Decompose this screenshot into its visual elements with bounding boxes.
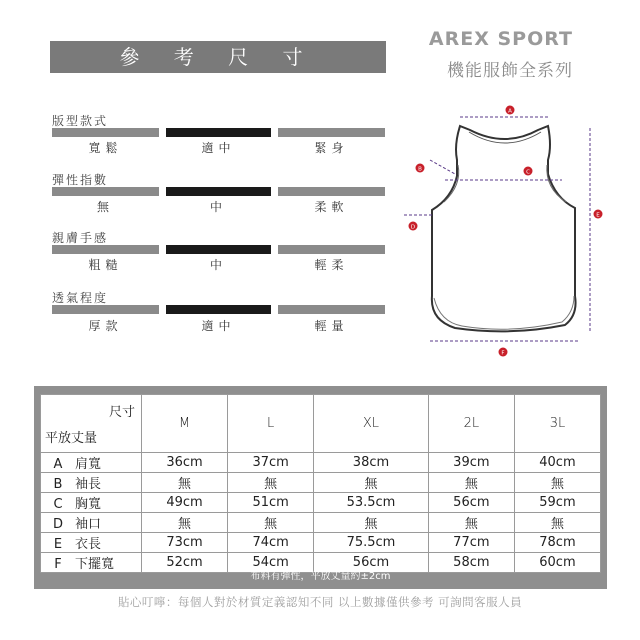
size-header-2l: 2L [428,395,514,453]
size-header-xl: XL [314,395,429,453]
attr-bar-elasticity-3 [278,187,385,196]
table-cell: 無 [228,513,314,533]
table-cell: 無 [142,473,228,493]
row-code: F [54,557,62,572]
page-title-banner: 參 考 尺 寸 [50,41,386,73]
table-cell: 52cm [142,553,228,573]
row-code: B [53,477,63,492]
corner-size-label: 尺寸 [108,405,135,420]
attr-title-fit: 版型款式 [52,114,109,128]
marker-e-label: E [596,212,600,219]
table-cell: 49cm [142,493,228,513]
row-name: 袖口 [75,517,102,532]
size-header-l: L [228,395,314,453]
attr-option: 輕量 [314,319,349,333]
row-code: D [52,517,63,532]
attr-bar-breathability-1 [52,305,159,314]
attr-title-breathability: 透氣程度 [52,291,109,305]
marker-c-label: C [526,169,530,176]
table-row [41,493,601,513]
corner-cell [41,395,142,453]
table-cell: 無 [314,473,429,493]
table-cell: 無 [514,473,600,493]
size-header-m: M [142,395,228,453]
table-cell: 60cm [514,553,600,573]
size-header-3l: 3L [514,395,600,453]
table-note: 布料有彈性，平放丈量約±2cm [250,571,391,582]
attr-option: 輕柔 [314,258,349,272]
row-name: 袖長 [75,477,102,492]
table-cell: 74cm [228,533,314,553]
attr-title-elasticity: 彈性指數 [52,173,109,187]
size-table [40,394,601,573]
corner-measure-label: 平放丈量 [45,431,98,446]
table-cell: 36cm [142,453,228,473]
attr-bar-elasticity-2-selected [166,187,271,196]
row-code: A [53,457,63,472]
row-label [41,493,142,513]
table-cell: 75.5cm [314,533,429,553]
marker-b-label: B [418,166,422,173]
table-cell: 無 [142,513,228,533]
table-cell: 78cm [514,533,600,553]
attr-bar-fit-3 [278,128,385,137]
tank-top-diagram [400,98,620,368]
attr-option: 粗糙 [88,258,123,272]
table-cell: 56cm [428,493,514,513]
attr-title-touch: 親膚手感 [52,231,109,245]
row-label [41,473,142,493]
table-cell: 無 [228,473,314,493]
attr-bar-fit-2-selected [166,128,271,137]
size-table-header-row [41,395,601,453]
row-label [41,533,142,553]
row-label [41,453,142,473]
attr-option: 適中 [201,319,236,333]
table-cell: 39cm [428,453,514,473]
table-cell: 37cm [228,453,314,473]
dim-line-b [430,160,455,174]
table-cell: 40cm [514,453,600,473]
attr-option: 中 [209,258,227,272]
table-cell: 無 [428,513,514,533]
attr-option: 緊身 [314,141,349,155]
table-cell: 無 [514,513,600,533]
attr-option: 無 [96,200,114,214]
attr-option: 中 [209,200,227,214]
table-cell: 無 [314,513,429,533]
attr-bar-breathability-2-selected [166,305,271,314]
table-row [41,533,601,553]
brand-logo-text: AREX SPORT [428,28,573,50]
table-cell: 56cm [314,553,429,573]
table-cell: 73cm [142,533,228,553]
table-row [41,513,601,533]
table-cell: 53.5cm [314,493,429,513]
row-name: 肩寬 [75,457,102,472]
row-code: C [53,497,63,512]
footer-disclaimer: 貼心叮嚀：每個人對於材質定義認知不同 以上數據僅供參考 可詢問客服人員 [117,595,523,609]
attr-bar-touch-1 [52,245,159,254]
row-code: E [53,537,63,552]
table-row [41,453,601,473]
marker-d-label: D [410,224,416,231]
attr-bar-elasticity-1 [52,187,159,196]
table-cell: 51cm [228,493,314,513]
tank-top-outline [432,126,576,331]
table-cell: 54cm [228,553,314,573]
attr-option: 適中 [201,141,236,155]
marker-a-label: A [508,108,512,115]
attr-bar-touch-3 [278,245,385,254]
table-cell: 58cm [428,553,514,573]
row-label [41,513,142,533]
table-cell: 38cm [314,453,429,473]
series-subtitle: 機能服飾全系列 [447,61,573,81]
table-cell: 77cm [428,533,514,553]
row-name: 胸寬 [75,497,102,512]
attr-option: 厚款 [88,319,123,333]
row-name: 下擺寬 [75,557,115,572]
attr-option: 寬鬆 [88,141,123,155]
table-cell: 無 [428,473,514,493]
attr-bar-fit-1 [52,128,159,137]
table-row [41,473,601,493]
table-cell: 59cm [514,493,600,513]
attr-option: 柔軟 [314,200,349,214]
attr-bar-touch-2-selected [166,245,271,254]
attr-bar-breathability-3 [278,305,385,314]
marker-f-label: F [501,350,505,357]
row-name: 衣長 [75,537,102,552]
